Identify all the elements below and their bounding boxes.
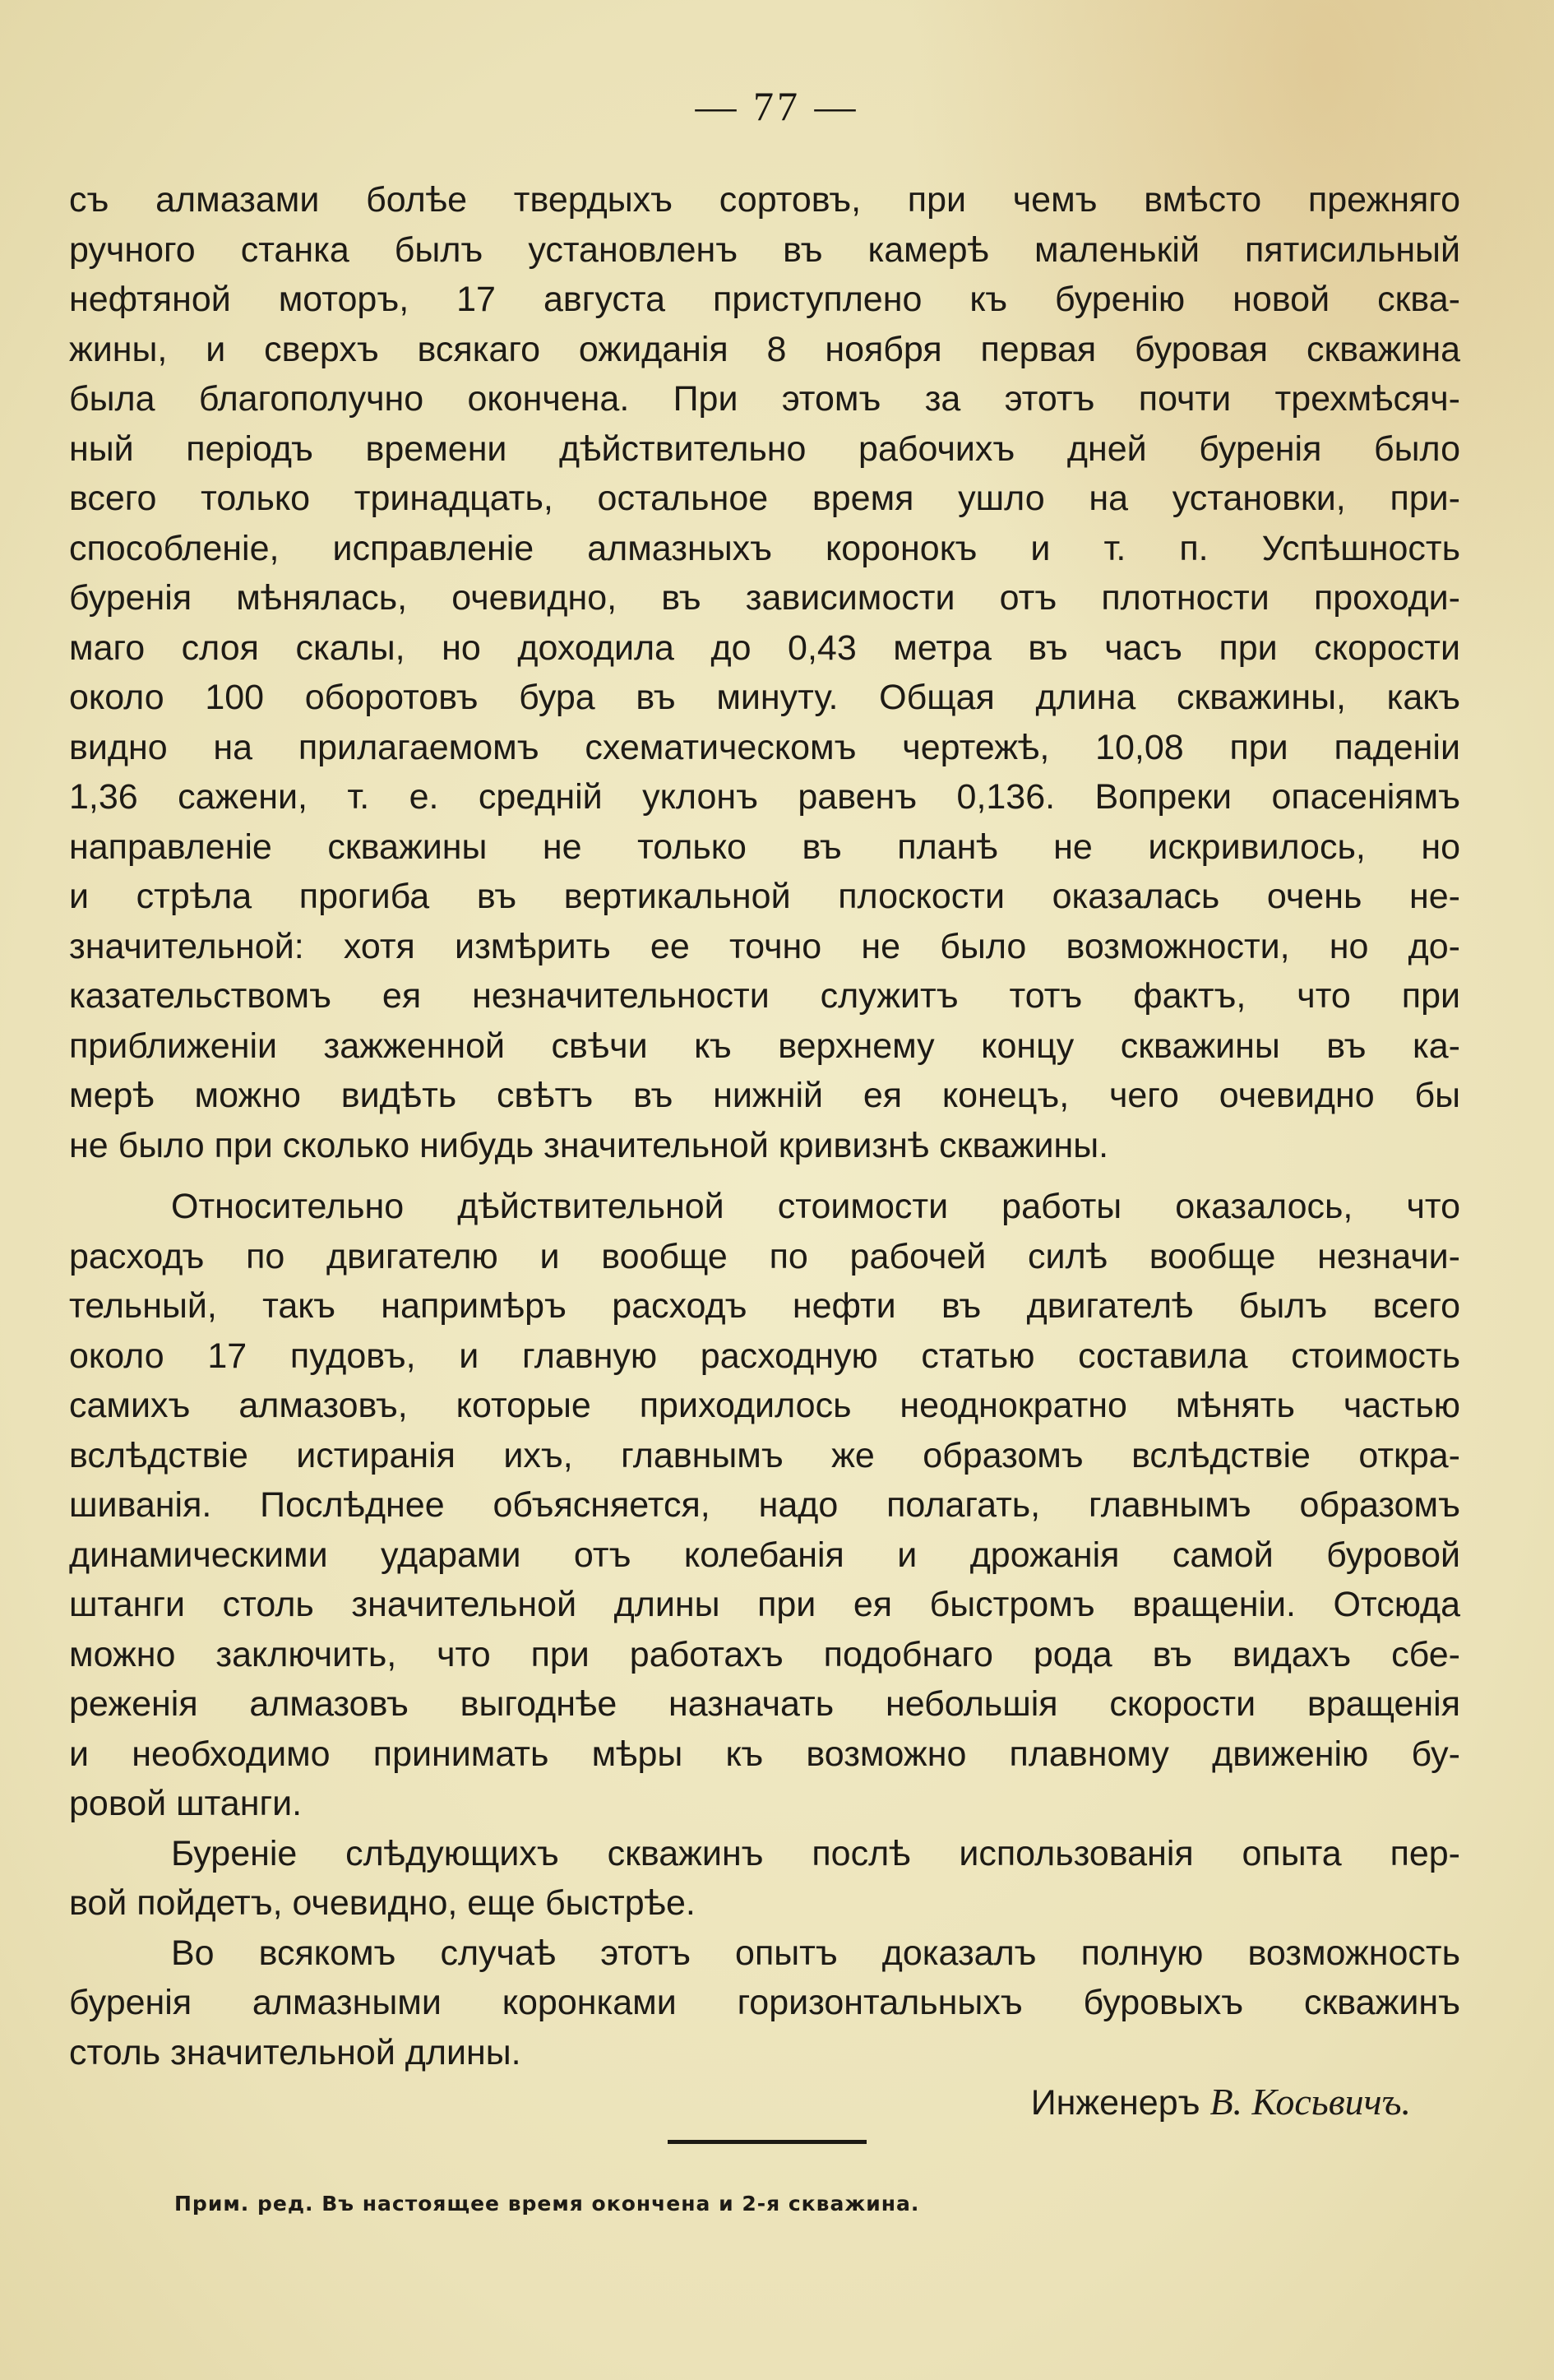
- text-line: приближеніи зажженной свѣчи къ верхнему концу скважины въ ка-: [69, 1026, 1460, 1066]
- text-line: можно заключить, что при работахъ подобнаго рода въ видахъ сбе-: [69, 1634, 1460, 1674]
- text-line: вой пойдетъ, очевидно, еще быстрѣе.: [69, 1883, 696, 1923]
- text-line: значительной: хотя измѣрить ее точно не было возможности, но до-: [69, 926, 1460, 966]
- text-line: около 100 оборотовъ бура въ минуту. Общая длина скважины, какъ: [69, 678, 1460, 717]
- editor-footnote: Прим. ред. Въ настоящее время окончена и 2-я скважина.: [174, 2192, 920, 2216]
- text-line: реженія алмазовъ выгоднѣе назначать небольшія скорости вращенія: [69, 1684, 1460, 1724]
- text-line: и стрѣла прогиба въ вертикальной плоскости оказалась очень не-: [69, 877, 1460, 916]
- paragraph-1: [69, 175, 1460, 1170]
- text-line: самихъ алмазовъ, которые приходилось неоднократно мѣнять частью: [69, 1386, 1460, 1425]
- text-line: съ алмазами болѣе твердыхъ сортовъ, при чемъ вмѣсто прежняго: [69, 180, 1460, 220]
- signature: [69, 2077, 1460, 2130]
- text-line: нефтяной моторъ, 17 августа приступлено къ буренію новой сква-: [69, 280, 1460, 319]
- text-line: столь значительной длины.: [69, 2032, 521, 2072]
- paragraph-2: [69, 1182, 1460, 1829]
- text-line: вслѣдствіе истиранія ихъ, главнымъ же образомъ вслѣдствіе откра-: [69, 1435, 1460, 1475]
- text-line: расходъ по двигателю и вообще по рабочей силѣ вообще незначи-: [69, 1236, 1460, 1276]
- signature-title: Инженеръ: [1030, 2083, 1200, 2123]
- paragraph-gap: [69, 1170, 1460, 1182]
- text-line: шиванія. Послѣднее объясняется, надо полагать, главнымъ образомъ: [69, 1485, 1460, 1525]
- body-text: [69, 175, 1460, 2130]
- text-line: видно на прилагаемомъ схематическомъ чертежѣ, 10,08 при паденіи: [69, 727, 1460, 767]
- text-line: способленіе, исправленіе алмазныхъ коронокъ и т. п. Успѣшность: [69, 528, 1460, 568]
- text-line: штанги столь значительной длины при ея быстромъ вращеніи. Отсюда: [69, 1585, 1460, 1624]
- paragraph-4: [69, 1929, 1460, 2078]
- footnote-divider: [668, 2140, 867, 2144]
- text-line: всего только тринадцать, остальное время ушло на установки, при-: [69, 479, 1460, 518]
- text-line: динамическими ударами отъ колебанія и дрожанія самой буровой: [69, 1535, 1460, 1575]
- text-line: ровой штанги.: [69, 1784, 303, 1823]
- text-line: была благополучно окончена. При этомъ за этотъ почти трехмѣсяч-: [69, 379, 1460, 419]
- text-line: мерѣ можно видѣть свѣтъ въ нижній ея конецъ, чего очевидно бы: [69, 1076, 1460, 1115]
- text-line: ручного станка былъ установленъ въ камерѣ маленькій пятисильный: [69, 229, 1460, 270]
- text-line: тельный, такъ напримѣръ расходъ нефти въ двигателѣ былъ всего: [69, 1286, 1460, 1326]
- text-line: Буреніе слѣдующихъ скважинъ послѣ использованія опыта пер-: [171, 1833, 1460, 1873]
- text-line: казательствомъ ея незначительности служитъ тотъ фактъ, что при: [69, 976, 1460, 1016]
- text-line: Относительно дѣйствительной стоимости работы оказалось, что: [171, 1187, 1460, 1226]
- text-line: маго слоя скалы, но доходила до 0,43 метра въ часъ при скорости: [69, 627, 1460, 668]
- text-line: Во всякомъ случаѣ этотъ опытъ доказалъ полную возможность: [171, 1933, 1460, 1973]
- text-line: направленіе скважины не только въ планѣ не искривилось, но: [69, 827, 1460, 867]
- text-line: и необходимо принимать мѣры къ возможно плавному движенію бу-: [69, 1734, 1460, 1774]
- text-line: не было при сколько нибудь значительной кривизнѣ скважины.: [69, 1125, 1109, 1165]
- page-number: — 77 —: [695, 83, 859, 129]
- signature-author: В. Косьвичъ.: [1209, 2081, 1411, 2123]
- text-line: буренія алмазными коронками горизонтальныхъ буровыхъ скважинъ: [69, 1983, 1460, 2022]
- text-line: ный періодъ времени дѣйствительно рабочихъ дней буренія было: [69, 428, 1460, 469]
- text-line: 1,36 сажени, т. е. средній уклонъ равенъ 0,136. Вопреки опасеніямъ: [69, 777, 1460, 817]
- text-line: жины, и сверхъ всякаго ожиданія 8 ноября первая буровая скважина: [69, 329, 1460, 369]
- text-line: около 17 пудовъ, и главную расходную статью составила стоимость: [69, 1336, 1460, 1376]
- paragraph-3: [69, 1829, 1460, 1929]
- text-line: буренія мѣнялась, очевидно, въ зависимости отъ плотности проходи-: [69, 578, 1460, 618]
